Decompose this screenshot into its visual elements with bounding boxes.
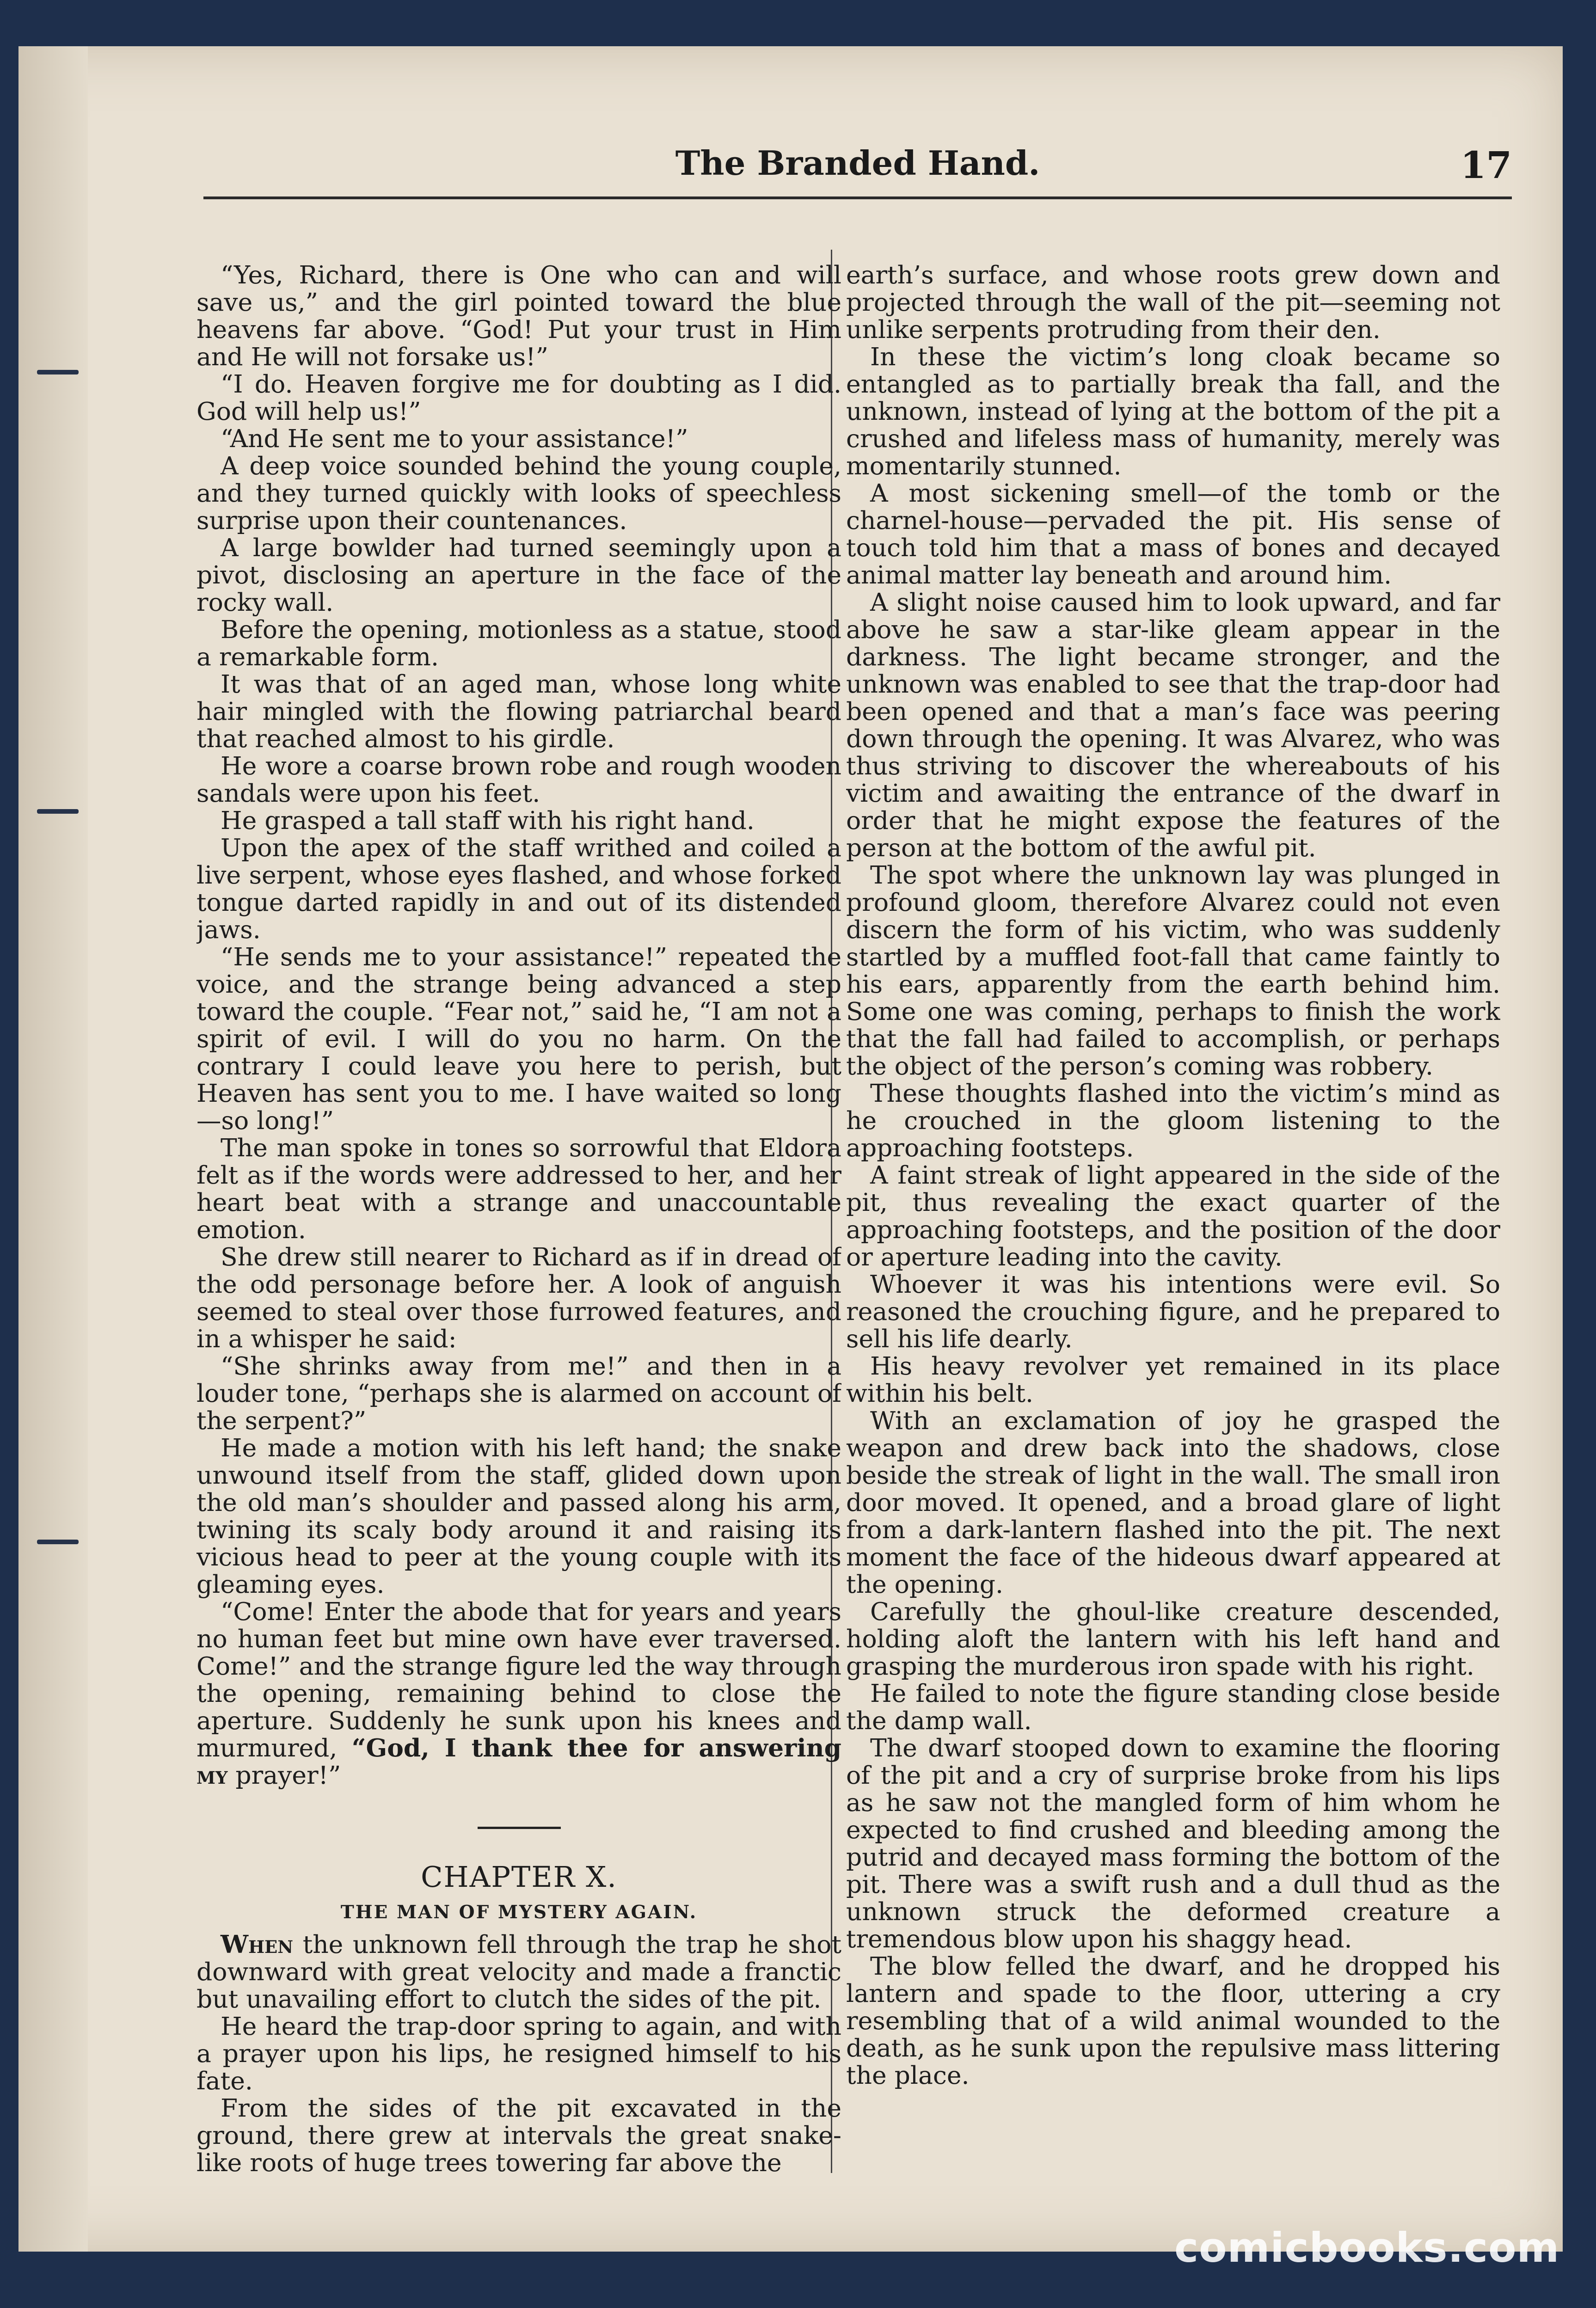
paragraph: His heavy revolver yet remained in its place within his belt. — [846, 1351, 1500, 1408]
paragraph: The man spoke in tones so sorrowful that Eldora felt as if the words were addressed to her, and her heart beat with a strange and unaccountable emotion. — [196, 1133, 841, 1244]
chapter-subtitle: THE MAN OF MYSTERY AGAIN. — [340, 1902, 698, 1923]
continued-paragraph: earth’s surface, and whose roots grew down and projected through the wall of the pit—seeming not unlike serpents protruding from their den. — [846, 261, 1500, 344]
paragraph: She drew still nearer to Richard as if in dread of the odd personage before her. A look of anguish seemed to steal over those furrowed features, and in a whisper he said: — [196, 1242, 841, 1353]
paragraph: Before the opening, motionless as a statue, stood a remarkable form. — [196, 615, 841, 671]
paragraph: A most sickening smell—of the tomb or the charnel-house—pervaded the pit. His sense of touch told him that a mass of bones and decayed animal matter lay beneath and around him. — [846, 479, 1500, 589]
closing-end: prayer!” — [227, 1761, 341, 1790]
paragraph: “I do. Heaven forgive me for doubting as I did. God will help us!” — [196, 369, 841, 426]
paragraph: These thoughts flashed into the victim’s mind as he crouched in the gloom listening to the approaching footsteps. — [846, 1079, 1500, 1162]
paragraph: From the sides of the pit excavated in the ground, there grew at intervals the great snake-like roots of huge trees towering far above the — [196, 2093, 841, 2177]
paragraph: “Yes, Richard, there is One who can and will save us,” and the girl pointed toward the blue heavens far above. “God! Put your trust in Him and He will not forsake us!” — [196, 261, 841, 371]
paragraph: He failed to note the figure standing close beside the damp wall. — [846, 1679, 1500, 1735]
binding-stitch — [37, 370, 79, 374]
chapter-heading: CHAPTER X. — [421, 1860, 617, 1894]
chapter-first-paragraph — [196, 1931, 841, 2013]
paragraph: Whoever it was his intentions were evil. So reasoned the crouching figure, and he prepared to sell his life dearly. — [846, 1270, 1500, 1353]
closing-paragraph — [196, 1598, 841, 1789]
chapter-separator-rule — [478, 1827, 561, 1829]
binding-stitch — [37, 809, 79, 814]
left-column — [196, 261, 841, 2185]
site-watermark: comicbooks.com — [1174, 2224, 1560, 2271]
paragraph: It was that of an aged man, whose long white hair mingled with the flowing patriarchal beard that reached almost to his girdle. — [196, 669, 841, 753]
closing-bold-text: “God, I thank thee for answering my — [196, 1733, 841, 1790]
paragraph: The dwarf stooped down to examine the flooring of the pit and a cry of surprise broke from his lips as he saw not the mangled form of him whom he expected to find crushed and bleeding among the putrid and decayed mass forming the bottom of the pit. There was a swift rush and a dull thud as the unknown struck the deformed creature a tremendous blow upon his shaggy head. — [846, 1733, 1500, 1953]
paragraph: Carefully the ghoul-like creature descended, holding aloft the lantern with his left hand and grasping the murderous iron spade with his right. — [846, 1597, 1500, 1681]
page-number: 17 — [1460, 143, 1512, 187]
paragraph: The blow felled the dwarf, and he dropped his lantern and spade to the floor, uttering a cry resembling that of a wild animal wounded to the death, as he sunk upon the repulsive mass littering the place. — [846, 1952, 1500, 2090]
paragraph: He grasped a tall staff with his right hand. — [221, 806, 755, 835]
paragraph: A large bowlder had turned seemingly upon a pivot, disclosing an aperture in the face of the rocky wall. — [196, 533, 841, 617]
paragraph: He made a motion with his left hand; the snake unwound itself from the staff, glided down upon the old man’s shoulder and passed along his arm, twining its scaly body around it and raising its vicious head to peer at the young couple with its gleaming eyes. — [196, 1433, 841, 1599]
paragraph: A faint streak of light appeared in the side of the pit, thus revealing the exact quarter of the approaching footsteps, and the position of the door or aperture leading into the cavity. — [846, 1160, 1500, 1271]
paragraph: He wore a coarse brown robe and rough wooden sandals were upon his feet. — [196, 751, 841, 808]
header-rule — [203, 196, 1512, 199]
paragraph: “She shrinks away from me!” and then in a louder tone, “perhaps she is alarmed on account of the serpent?” — [196, 1351, 841, 1435]
first-paragraph-text: the unknown fell through the trap he shot downward with great velocity and made a franctic but unavailing effort to clutch the sides of the pit. — [196, 1930, 841, 2013]
paragraph: A slight noise caused him to look upward, and far above he saw a star-like gleam appear in the darkness. The light became stronger, and the unknown was enabled to see that the trap-door had been opened and that a man’s face was peering down through the opening. It was Alvarez, who was thus striving to discover the whereabouts of his victim and awaiting the entrance of the dwarf in order that he might expose the features of the person at the bottom of the awful pit. — [846, 588, 1500, 862]
paragraph: He heard the trap-door spring to again, and with a prayer upon his lips, he resigned himself to his fate. — [196, 2012, 841, 2095]
right-column — [846, 261, 1500, 2185]
paragraph: With an exclamation of joy he grasped the weapon and drew back into the shadows, close beside the streak of light in the wall. The small iron door moved. It opened, and a broad glare of light from a dark-lantern flashed into the pit. The next moment the face of the hideous dwarf appeared at the opening. — [846, 1406, 1500, 1599]
page-header — [203, 139, 1512, 203]
paragraph: A deep voice sounded behind the young couple, and they turned quickly with looks of speechless surprise upon their countenances. — [196, 451, 841, 535]
closing-text: “Come! Enter the abode that for years and years no human feet but mine own have ever traversed. Come!” and the strange figure led the way through the opening, remaining behind to close the aperture. Suddenly he sunk upon his knees and murmured, — [196, 1597, 841, 1762]
paragraph: Upon the apex of the staff writhed and coiled a live serpent, whose eyes flashed, and whose forked tongue darted rapidly in and out of its distended jaws. — [196, 833, 841, 944]
paragraph: “He sends me to your assistance!” repeated the voice, and the strange being advanced a step toward the couple. “Fear not,” said he, “I am not a spirit of evil. I will do you no harm. On the contrary I could leave you here to perish, but Heaven has sent you to me. I have waited so long—so long!” — [196, 942, 841, 1135]
smallcaps-word: my — [196, 1761, 228, 1790]
binding-gutter — [18, 46, 88, 2252]
paragraph: In these the victim’s long cloak became so entangled as to partially break tha fall, and the unknown, instead of lying at the bottom of the pit a crushed and lifeless mass of humanity, merely was momentarily stunned. — [846, 342, 1500, 480]
book-page — [18, 46, 1563, 2252]
running-title: The Branded Hand. — [675, 143, 1040, 183]
binding-stitch — [37, 1540, 79, 1544]
paragraph: The spot where the unknown lay was plunged in profound gloom, therefore Alvarez could not even discern the form of his victim, who was suddenly startled by a muffled foot-fall that came faintly to his ears, apparently from the earth behind him. Some one was coming, perhaps to finish the work that the fall had failed to accomplish, or perhaps the object of the person’s coming was robbery. — [846, 860, 1500, 1080]
lead-word: When — [221, 1930, 294, 1959]
paragraph: “And He sent me to your assistance!” — [221, 424, 688, 453]
